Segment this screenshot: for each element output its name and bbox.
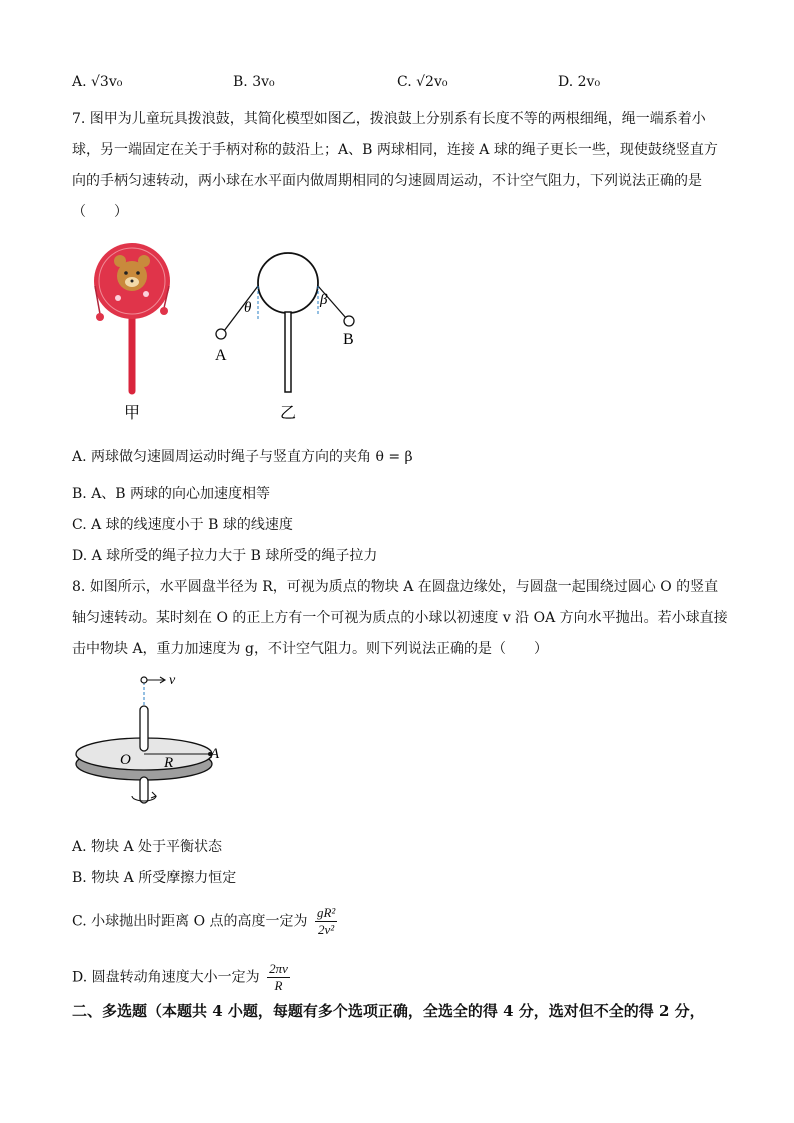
q7-stem-line-3: 向的手柄匀速转动，两小球在水平面内做周期相同的匀速圆周运动，不计空气阻力，下列说法正确的是 bbox=[72, 173, 702, 189]
q7-option-a: A. 两球做匀速圆周运动时绳子与竖直方向的夹角 θ = β bbox=[72, 449, 413, 465]
q8-option-c-text: C. 小球抛出时距离 O 点的高度一定为 bbox=[72, 913, 308, 930]
q6-option-c: C. √2v₀ bbox=[397, 74, 448, 90]
q7-option-d: D. A 球所受的绳子拉力大于 B 球所受的绳子拉力 bbox=[72, 548, 378, 564]
q8-figure bbox=[72, 670, 232, 820]
q8-option-b: B. 物块 A 所受摩擦力恒定 bbox=[72, 870, 237, 886]
q8-option-c-fraction bbox=[315, 905, 337, 938]
q7-option-c: C. A 球的线速度小于 B 球的线速度 bbox=[72, 517, 293, 533]
section-2-heading: 二、多选题（本题共 4 小题，每题有多个选项正确，全选全的得 4 分，选对但不全的得 2 分， bbox=[72, 1002, 705, 1020]
q6-option-b: B. 3v₀ bbox=[233, 74, 275, 90]
label-o: O bbox=[120, 752, 131, 768]
label-v: v bbox=[169, 673, 176, 688]
q8-option-a: A. 物块 A 处于平衡状态 bbox=[72, 839, 223, 855]
q8-option-d-denominator: R bbox=[274, 978, 283, 993]
label-jia: 甲 bbox=[124, 405, 141, 422]
q8-option-d-numerator: 2πv bbox=[269, 961, 288, 976]
label-theta: θ bbox=[244, 300, 252, 316]
rotating-disc bbox=[76, 706, 212, 803]
label-ball-a: A bbox=[215, 347, 227, 364]
q8-option-c-numerator: gR² bbox=[316, 905, 336, 920]
q7-option-b: B. A、B 两球的向心加速度相等 bbox=[72, 486, 271, 502]
q8-option-d-fraction bbox=[267, 961, 290, 994]
drum-model-figure bbox=[216, 253, 354, 392]
label-a: A bbox=[210, 746, 220, 762]
q6-option-a: A. √3v₀ bbox=[72, 74, 123, 90]
q8-option-d-text: D. 圆盘转动角速度大小一定为 bbox=[72, 969, 260, 986]
q7-stem-line-4: （ ） bbox=[72, 204, 128, 220]
q8-stem-line-3: 击中物块 A，重力加速度为 g，不计空气阻力。则下列说法正确的是（ ） bbox=[72, 641, 548, 657]
label-ball-b: B bbox=[343, 331, 354, 348]
label-r: R bbox=[164, 755, 174, 771]
q8-option-c-denominator: 2v² bbox=[318, 922, 335, 937]
q7-figure bbox=[82, 236, 382, 426]
q8-option-c bbox=[72, 905, 337, 938]
label-yi: 乙 bbox=[280, 405, 297, 422]
q6-option-d: D. 2v₀ bbox=[558, 74, 601, 90]
label-beta: β bbox=[320, 292, 328, 308]
toy-drum-figure bbox=[94, 243, 170, 391]
q8-stem-line-2: 轴匀速转动。某时刻在 O 的正上方有一个可视为质点的小球以初速度 v 沿 OA 方向水平抛出。若小球直接 bbox=[72, 610, 728, 626]
q8-option-d bbox=[72, 961, 290, 994]
projected-ball bbox=[141, 677, 165, 706]
q7-stem-line-1: 7. 图甲为儿童玩具拨浪鼓，其简化模型如图乙，拨浪鼓上分别系有长度不等的两根细绳，绳一端系着小 bbox=[72, 111, 706, 127]
q7-stem-line-2: 球，另一端固定在关于手柄对称的鼓沿上；A、B 两球相同，连接 A 球的绳子更长一些，现使鼓绕竖直方 bbox=[72, 142, 718, 158]
q8-stem-line-1: 8. 如图所示，水平圆盘半径为 R，可视为质点的物块 A 在圆盘边缘处，与圆盘一起围绕过圆心 O 的竖直 bbox=[72, 579, 719, 595]
